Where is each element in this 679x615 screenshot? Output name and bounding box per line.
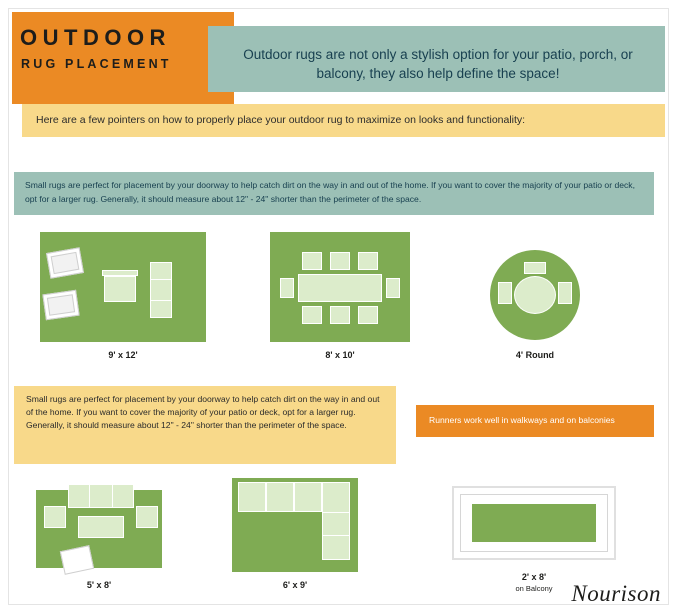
table-edge bbox=[102, 270, 138, 276]
chair bbox=[136, 506, 158, 528]
dining-chair bbox=[330, 252, 350, 270]
rug-runner bbox=[472, 504, 596, 542]
dining-chair bbox=[330, 306, 350, 324]
chair bbox=[498, 282, 512, 304]
chair bbox=[558, 282, 572, 304]
sectional-cushion bbox=[322, 512, 350, 536]
pointers-banner-text: Here are a few pointers on how to properly place your outdoor rug to maximize on looks and functionality: bbox=[36, 114, 526, 126]
dining-chair bbox=[358, 252, 378, 270]
page-subtitle: RUG PLACEMENT bbox=[21, 57, 172, 71]
chair bbox=[44, 506, 66, 528]
chair-seat bbox=[47, 294, 75, 315]
dining-chair bbox=[280, 278, 294, 298]
coffee-table bbox=[104, 276, 136, 302]
caption-4-round: 4' Round bbox=[515, 350, 555, 360]
sofa-cushion bbox=[150, 300, 172, 318]
dining-chair bbox=[302, 306, 322, 324]
dining-table bbox=[298, 274, 382, 302]
round-table bbox=[514, 276, 556, 314]
caption-2x8: 2' x 8' bbox=[521, 572, 547, 582]
caption-8x10: 8' x 10' bbox=[325, 350, 355, 360]
sofa-cushion bbox=[150, 262, 172, 280]
page-title: OUTDOOR bbox=[20, 25, 171, 50]
caption-9x12: 9' x 12' bbox=[108, 350, 138, 360]
intro-banner-text: Outdoor rugs are not only a stylish option for your patio, porch, or balcony, they also help define the space! bbox=[243, 47, 633, 81]
caption-2x8-sub: on Balcony bbox=[515, 584, 553, 593]
sofa-cushion bbox=[68, 484, 90, 508]
chair bbox=[524, 262, 546, 274]
dining-chair bbox=[302, 252, 322, 270]
caption-5x8: 5' x 8' bbox=[86, 580, 112, 590]
sectional-cushion bbox=[266, 482, 294, 512]
sofa-cushion bbox=[112, 484, 134, 508]
sectional-cushion bbox=[238, 482, 266, 512]
section1-banner-text: Small rugs are perfect for placement by your doorway to help catch dirt on the way in and out of the home. If you want to cover the majority of your patio or deck, opt for a larger rug. Generally, it should measure about 12" - 24" shorter than the perimeter of the space. bbox=[25, 180, 635, 204]
coffee-table bbox=[78, 516, 124, 538]
caption-6x9: 6' x 9' bbox=[282, 580, 308, 590]
dining-chair bbox=[358, 306, 378, 324]
dining-chair bbox=[386, 278, 400, 298]
section2-yellow-text: Small rugs are perfect for placement by your doorway to help catch dirt on the way in and out of the home. If you want to cover the majority of your patio or deck, opt for a larger rug. Generally, it should measure about 12" - 24" shorter than the perimeter of the space. bbox=[26, 394, 380, 431]
sectional-cushion bbox=[294, 482, 322, 512]
brand-logo: Nourison bbox=[571, 581, 661, 606]
section2-orange-text: Runners work well in walkways and on balconies bbox=[429, 415, 615, 425]
